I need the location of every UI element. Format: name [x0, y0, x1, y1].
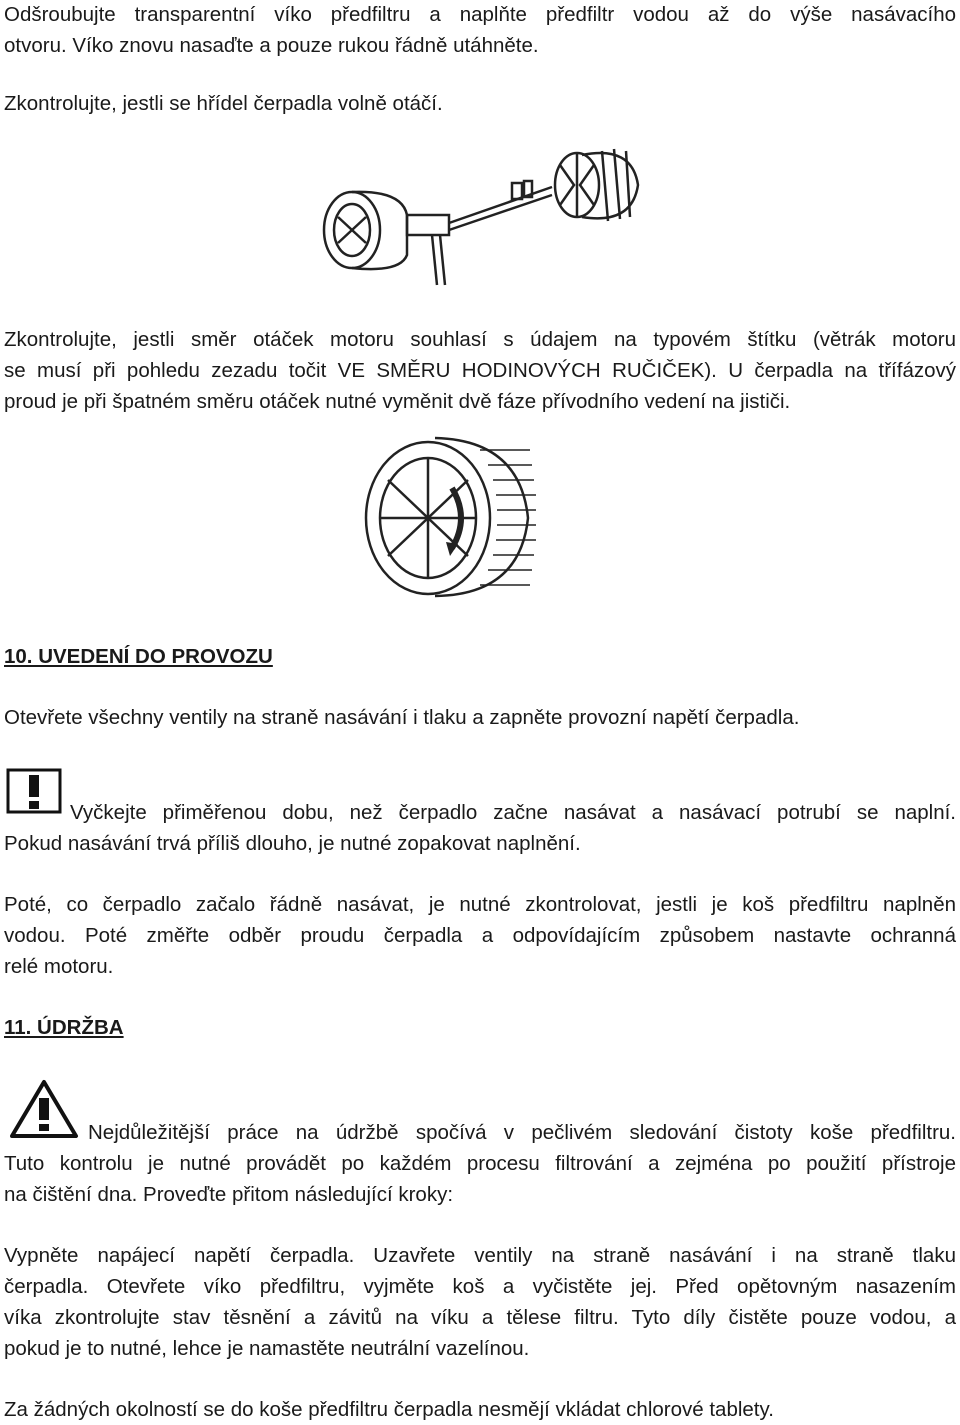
paragraph-line: Vypněte napájecí napětí čerpadla. Uzavřete ventily na straně nasávání i na straně tlaku — [4, 1244, 956, 1267]
paragraph-line: čerpadla. Otevřete víko předfiltru, vyjměte koš a vyčistěte jej. Před opětovným nasazením — [4, 1275, 956, 1298]
paragraph-line: pokud je to nutné, lehce je namastěte neutrální vazelínou. — [4, 1337, 530, 1360]
paragraph-line: Tuto kontrolu je nutné provádět po každém procesu filtrování a zejména po použití přístroje — [4, 1152, 956, 1175]
paragraph-line: víka zkontrolujte stav těsnění a závitů na víku a tělese filtru. Tyto díly čistěte pouze vodou, a — [4, 1306, 956, 1329]
paragraph-line: Pokud nasávání trvá příliš dlouho, je nutné zopakovat naplnění. — [4, 832, 581, 855]
paragraph-line: otvoru. Víko znovu nasaďte a pouze rukou řádně utáhněte. — [4, 34, 539, 57]
paragraph-line: relé motoru. — [4, 955, 114, 978]
fan-rotation-illustration — [360, 430, 540, 600]
paragraph-line: vodou. Poté změřte odběr proudu čerpadla a odpovídajícím způsobem nastavte ochranná — [4, 924, 956, 947]
paragraph-line: Odšroubujte transparentní víko předfiltru a naplňte předfiltr vodou až do výše nasávacího — [4, 3, 956, 26]
paragraph-line: proud je při špatném směru otáček nutné vyměnit dvě fáze přívodního vedení na jističi. — [4, 390, 791, 413]
paragraph-line: Zkontrolujte, jestli se hřídel čerpadla volně otáčí. — [4, 92, 443, 115]
section-heading: 11. ÚDRŽBA — [4, 1016, 124, 1039]
paragraph-line: Vyčkejte přiměřenou dobu, než čerpadlo začne nasávat a nasávací potrubí se naplní. — [70, 801, 956, 824]
paragraph-line: se musí při pohledu zezadu točit VE SMĚRU HODINOVÝCH RUČIČEK). U čerpadla na třífázový — [4, 359, 956, 382]
paragraph-line: Poté, co čerpadlo začalo řádně nasávat, je nutné zkontrolovat, jestli je koš předfiltru naplněn — [4, 893, 956, 916]
paragraph-line: Zkontrolujte, jestli směr otáček motoru souhlasí s údajem na typovém štítku (větrák motoru — [4, 328, 956, 351]
paragraph-line: na čištění dna. Proveďte přitom následující kroky: — [4, 1183, 454, 1206]
paragraph-line: Otevřete všechny ventily na straně nasávání i tlaku a zapněte provozní napětí čerpadla. — [4, 706, 800, 729]
warning-box-icon — [6, 768, 62, 816]
section-heading: 10. UVEDENÍ DO PROVOZU — [4, 645, 273, 668]
pump-shaft-illustration — [312, 145, 652, 295]
paragraph-line: Za žádných okolností se do koše předfiltru čerpadla nesmějí vkládat chlorové tablety. — [4, 1398, 774, 1421]
warning-triangle-icon — [8, 1078, 80, 1140]
paragraph-line: Nejdůležitější práce na údržbě spočívá v pečlivém sledování čistoty koše předfiltru. — [88, 1121, 956, 1144]
